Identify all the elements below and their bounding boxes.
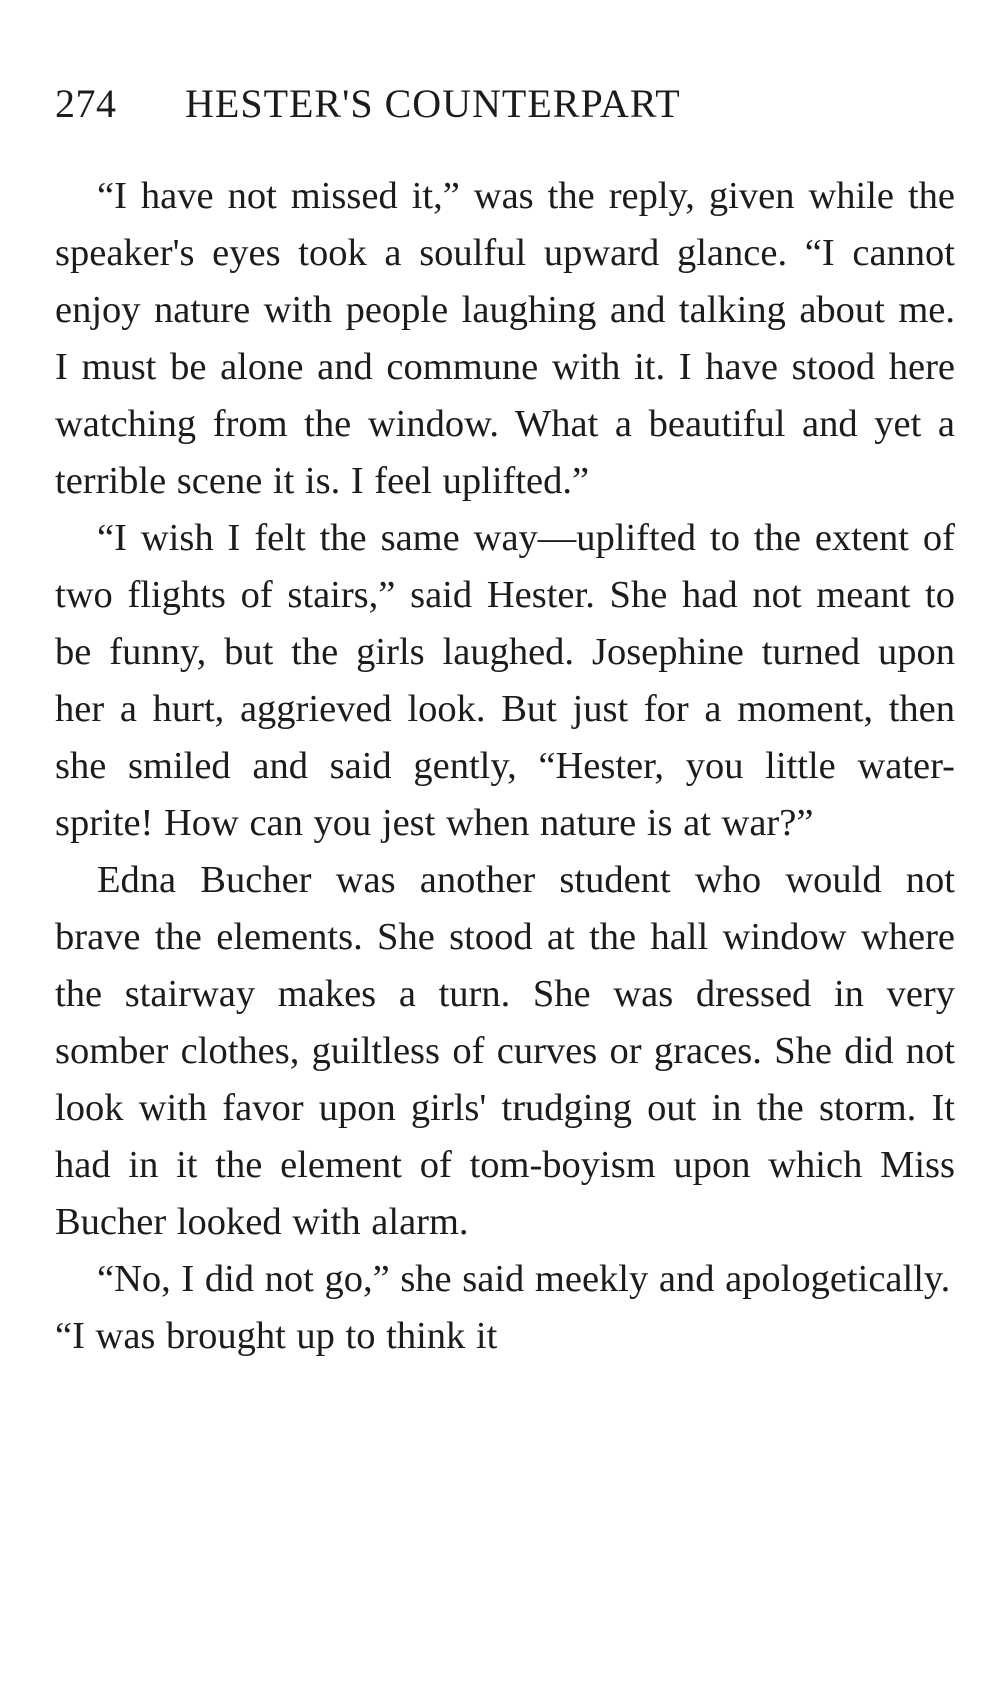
paragraph-2: “I wish I felt the same way—uplifted to the extent of two flights of stairs,” said Hester. She had not meant to be funny, but the girls laughed. Josephine turned upon her a hurt, aggrieved look. But just for a moment, then she smiled and said gently, “Hester, you little water-sprite! How can you jest when nature is at war?” <box>55 517 955 844</box>
paragraph-4: “No, I did not go,” she said meekly and apologetically. “I was brought up to think it <box>55 1258 951 1357</box>
page-number: 274 <box>55 81 117 126</box>
paragraph-1: “I have not missed it,” was the reply, given while the speaker's eyes took a soulful upward glance. “I cannot enjoy nature with people laughing and talking about me. I must be alone and commune with it. I have stood here watching from the window. What a beautiful and yet a terrible scene it is. I feel uplifted.” <box>55 175 955 502</box>
book-page <box>55 80 955 1365</box>
running-title: HESTER'S COUNTERPART <box>185 81 681 126</box>
paragraph-3: Edna Bucher was another student who would not brave the elements. She stood at the hall window where the stairway makes a turn. She was dressed in very somber clothes, guiltless of curves or graces. She did not look with favor upon girls' trudging out in the storm. It had in it the element of tom-boyism upon which Miss Bucher looked with alarm. <box>55 859 955 1243</box>
running-head <box>55 80 955 128</box>
